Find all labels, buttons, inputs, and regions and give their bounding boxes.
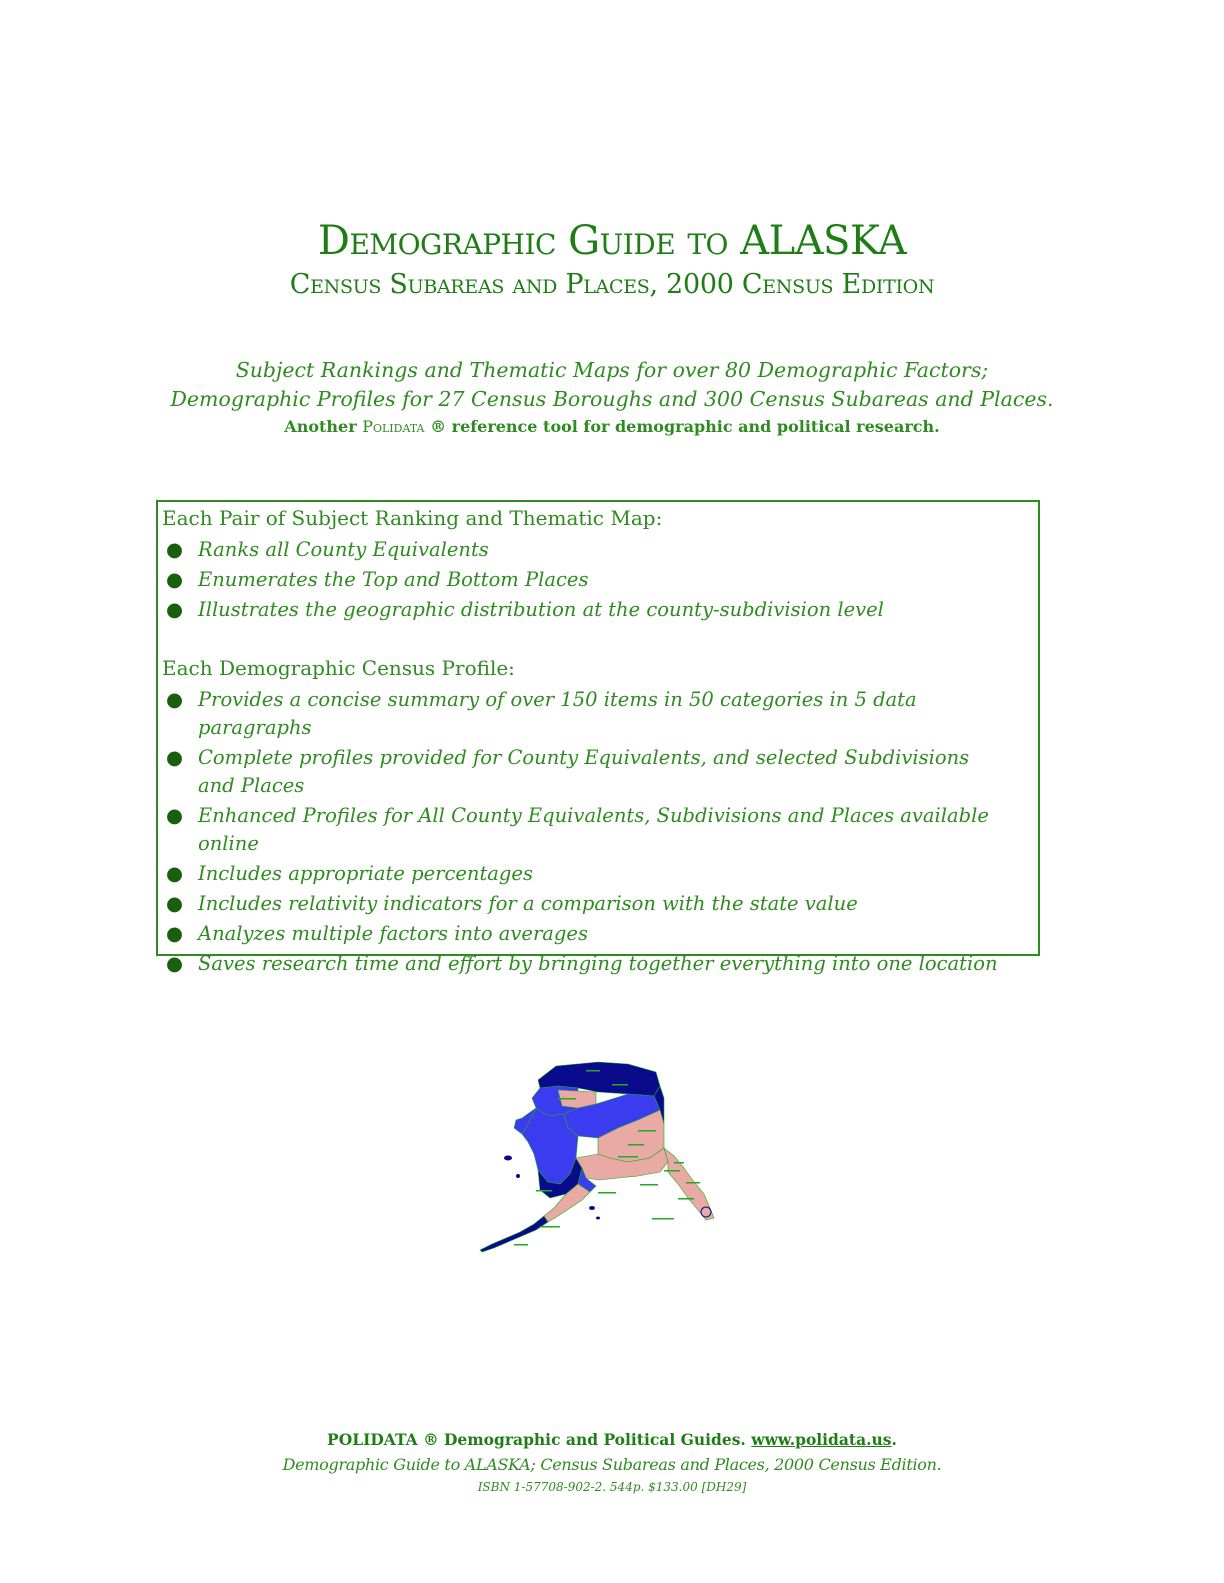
profile-section-heading: Each Demographic Census Profile: <box>162 656 515 680</box>
tagline-line-1: Subject Rankings and Thematic Maps for over 80 Demographic Factors; <box>235 358 989 382</box>
footer-book-title: Demographic Guide to ALASKA; Census Subareas and Places, 2000 Census Edition. <box>282 1455 942 1474</box>
footer-publisher: POLIDATA ® Demographic and Political Guides. www.polidata.us. <box>327 1430 897 1449</box>
ranking-feature-list <box>162 536 1028 626</box>
bullet-icon: ● <box>166 862 184 885</box>
alaska-map-icon <box>478 1058 723 1263</box>
footer-isbn: ISBN 1-57708-902-2. 544p. $133.00 [DH29] <box>477 1480 747 1494</box>
bullet-icon: ● <box>166 922 184 945</box>
tagline-line-3 <box>0 417 1224 436</box>
list-item: ● Includes relativity indicators for a comparison with the state value <box>162 890 1028 918</box>
polidata-brand: Polidata <box>362 417 425 436</box>
list-item: ● Analyzes multiple factors into averages <box>162 920 1028 948</box>
list-item: ● Complete profiles provided for County Equivalents, and selected Subdivisions and Places <box>166 746 970 797</box>
list-item: ● Includes appropriate percentages <box>162 860 1028 888</box>
bullet-icon: ● <box>166 568 184 591</box>
polidata-link[interactable]: www.polidata.us <box>751 1430 892 1449</box>
tagline-prefix: Another <box>284 417 363 436</box>
bullet-icon: ● <box>166 952 184 975</box>
bullet-icon: ● <box>166 892 184 915</box>
bullet-icon: ● <box>166 598 184 621</box>
page-title: Demographic Guide to ALASKA <box>317 218 907 264</box>
profile-feature-list <box>162 686 1028 980</box>
list-item: ● Saves research time and effort by bringing together everything into one location <box>162 950 1028 978</box>
list-item: ● Enumerates the Top and Bottom Places <box>162 566 1028 594</box>
bullet-icon: ● <box>166 688 184 711</box>
list-item: ● Illustrates the geographic distribution at the county-subdivision level <box>162 596 1028 624</box>
bullet-icon: ● <box>166 538 184 561</box>
bullet-icon: ● <box>166 804 184 827</box>
list-item: ● Ranks all County Equivalents <box>162 536 1028 564</box>
page-subtitle: Census Subareas and Places, 2000 Census Edition <box>289 269 935 300</box>
tagline-suffix: ® reference tool for demographic and political research. <box>424 417 940 436</box>
bullet-icon: ● <box>166 746 184 769</box>
ranking-section-heading: Each Pair of Subject Ranking and Thematic Map: <box>162 506 663 530</box>
list-item: ● Enhanced Profiles for All County Equivalents, Subdivisions and Places available online <box>166 804 989 855</box>
tagline-line-2: Demographic Profiles for 27 Census Boroughs and 300 Census Subareas and Places. <box>170 387 1054 411</box>
list-item: ● Provides a concise summary of over 150 items in 50 categories in 5 data paragraphs <box>166 688 917 739</box>
